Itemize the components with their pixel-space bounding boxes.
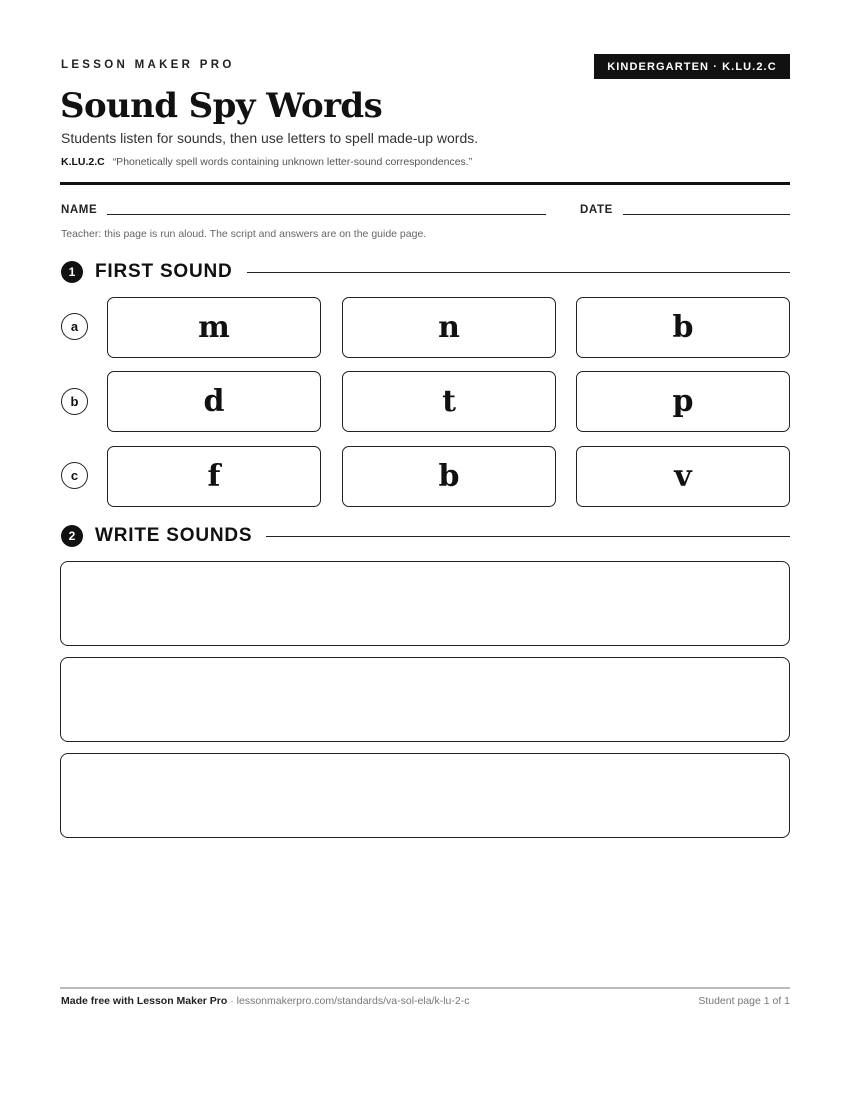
- footer-url[interactable]: · lessonmakerpro.com/standards/va-sol-ela/k-lu-2-c: [227, 995, 470, 1007]
- choice-card[interactable]: n: [342, 297, 556, 358]
- brand-name: LESSON MAKER PRO: [61, 59, 235, 71]
- page-subtitle: Students listen for sounds, then use letters to spell made-up words.: [61, 130, 479, 146]
- footer-brand: Made free with Lesson Maker Pro: [61, 995, 228, 1007]
- write-box[interactable]: [60, 753, 790, 838]
- section-divider: [247, 272, 790, 273]
- teacher-note: Teacher: this page is run aloud. The script and answers are on the guide page.: [61, 228, 427, 240]
- choice-card[interactable]: v: [576, 446, 790, 507]
- section-title: WRITE SOUNDS: [95, 525, 253, 546]
- section-divider: [266, 536, 790, 537]
- row-label-b: b: [61, 388, 88, 415]
- section-title: FIRST SOUND: [95, 261, 233, 282]
- date-field-line[interactable]: [623, 214, 790, 215]
- footer-divider: [60, 987, 790, 989]
- page-indicator: Student page 1 of 1: [698, 995, 790, 1007]
- name-label: NAME: [61, 204, 98, 216]
- standard-description: “Phonetically spell words containing unknown letter-sound correspondences.”: [112, 156, 473, 168]
- choice-card[interactable]: m: [107, 297, 321, 358]
- choice-card[interactable]: t: [342, 371, 556, 432]
- standard-code: K.LU.2.C: [61, 156, 105, 168]
- grade-standard-badge: KINDERGARTEN · K.LU.2.C: [594, 54, 790, 79]
- name-field-line[interactable]: [107, 214, 546, 215]
- section-write-sounds-header: [61, 524, 790, 548]
- section-first-sound-header: [61, 260, 790, 284]
- write-box[interactable]: [60, 657, 790, 742]
- row-label-a: a: [61, 313, 88, 340]
- section-number-badge: 1: [61, 261, 83, 283]
- page-title: Sound Spy Words: [60, 86, 383, 126]
- choice-card[interactable]: d: [107, 371, 321, 432]
- choice-card[interactable]: b: [342, 446, 556, 507]
- choice-card[interactable]: b: [576, 297, 790, 358]
- standard-row: [61, 156, 472, 168]
- row-label-c: c: [61, 462, 88, 489]
- date-label: DATE: [580, 204, 613, 216]
- footer-credit: [61, 995, 469, 1007]
- header-divider: [60, 182, 790, 185]
- choice-card[interactable]: p: [576, 371, 790, 432]
- section-number-badge: 2: [61, 525, 83, 547]
- write-box[interactable]: [60, 561, 790, 646]
- choice-card[interactable]: f: [107, 446, 321, 507]
